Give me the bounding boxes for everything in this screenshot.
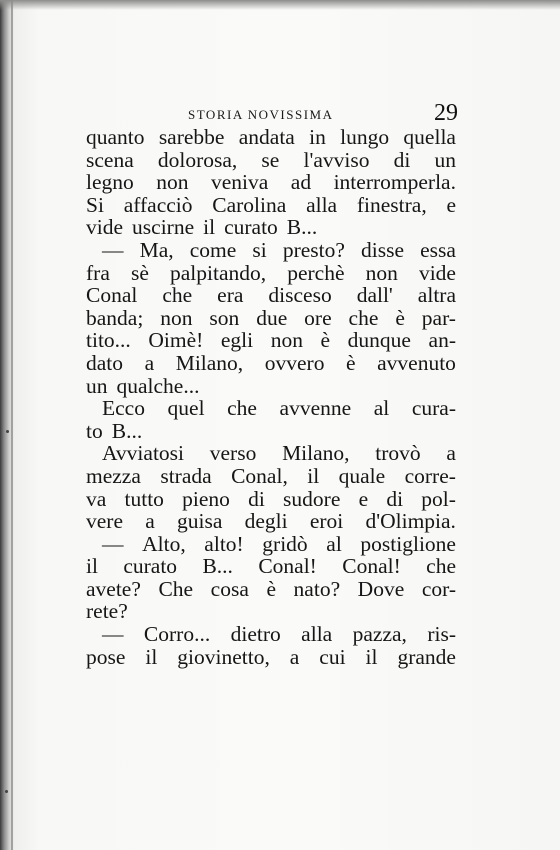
word: rete? [86, 599, 128, 624]
word: avete? [86, 576, 141, 601]
word: legno [86, 170, 134, 195]
top-shadow [0, 0, 560, 10]
text-line [86, 533, 456, 556]
word: disse [361, 237, 405, 262]
word: e [358, 486, 369, 511]
text-line [86, 420, 456, 443]
word: Oimè! [148, 328, 204, 353]
word: lungo [340, 125, 390, 149]
word: se [261, 147, 280, 172]
running-head: STORIA NOVISSIMA [188, 107, 334, 122]
word: d'Olimpia. [365, 509, 456, 534]
word: pieno [182, 486, 230, 511]
text-line [86, 284, 456, 307]
word: Che [158, 576, 194, 601]
word: banda; [86, 305, 144, 330]
word: ovvero [264, 350, 325, 375]
word: come [189, 237, 237, 262]
text-line [86, 646, 456, 669]
word: palpitando, [169, 260, 267, 285]
word: Conal! [258, 554, 317, 579]
word: finestra, [356, 192, 427, 217]
word: altra [417, 283, 456, 308]
word: cosa [210, 576, 249, 601]
word: vide [86, 215, 124, 240]
word: a [289, 644, 300, 669]
word: curato [224, 215, 278, 240]
word: Milano, [175, 350, 244, 375]
word: avvenne [279, 396, 352, 421]
word: scena [86, 147, 134, 172]
word: non [365, 260, 398, 285]
word: sè [130, 260, 149, 285]
body-text [86, 126, 456, 668]
word: pol- [421, 486, 456, 511]
text-line [86, 442, 456, 465]
text-line [86, 578, 456, 601]
word: Corro... [143, 622, 211, 647]
word: cura- [411, 396, 456, 421]
word: strada [160, 463, 212, 488]
text-line [86, 171, 456, 194]
word: l'avviso [303, 147, 370, 172]
word: vide [418, 260, 456, 285]
word: alla [301, 622, 333, 647]
word: che [348, 305, 379, 330]
word: degli [244, 509, 288, 534]
word: che [426, 554, 456, 579]
text-line [86, 375, 456, 398]
word: non [270, 328, 303, 353]
word: è [346, 350, 356, 375]
word: fra [86, 260, 110, 285]
text-line [86, 126, 456, 149]
word: a [145, 509, 155, 534]
text-line [86, 555, 456, 578]
word: tutto [124, 486, 164, 511]
word: Conal, [231, 463, 288, 488]
word: to [86, 418, 103, 443]
text-line [86, 600, 456, 623]
word: B... [286, 215, 318, 240]
page-number: 29 [434, 100, 458, 126]
word: tito... [86, 328, 131, 353]
word: sarebbe [158, 125, 225, 149]
word: al [326, 531, 342, 556]
word: affacciò [123, 192, 193, 217]
word: andata [238, 125, 295, 149]
word: par- [421, 305, 456, 330]
binding-line [11, 0, 13, 850]
word: al [373, 396, 390, 421]
word: un [434, 147, 456, 172]
word: il [86, 554, 98, 579]
word: ris- [427, 622, 456, 647]
word: e [446, 192, 456, 217]
text-line [86, 488, 456, 511]
word: qualche... [116, 373, 200, 398]
word: è [395, 305, 405, 330]
word: — [102, 531, 124, 556]
word: dall' [356, 283, 393, 308]
word: non [156, 170, 189, 195]
word: veniva [211, 170, 269, 195]
word: cor- [421, 576, 456, 601]
word: B... [202, 554, 233, 579]
word: essa [420, 237, 456, 262]
word: eroi [309, 509, 344, 534]
word: di [248, 486, 265, 511]
word: cui [319, 644, 346, 669]
word: guisa [176, 509, 223, 534]
word: Carolina [212, 192, 287, 217]
word: trovò [375, 441, 421, 466]
word: presto? [282, 237, 345, 262]
word: Dove [357, 576, 405, 601]
paper-speck [5, 790, 8, 793]
word: postiglione [360, 531, 456, 556]
word: ad [290, 170, 312, 195]
paper-speck [6, 430, 9, 433]
text-line [86, 149, 456, 172]
word: Milano, [282, 441, 350, 466]
text-line [86, 216, 456, 239]
word: — [102, 237, 124, 262]
word: quale [338, 463, 386, 488]
word: Conal! [342, 554, 401, 579]
word: Alto, [142, 531, 186, 556]
word: alto! [204, 531, 244, 556]
word: quel [167, 396, 205, 421]
word: son [209, 305, 240, 330]
text-line [86, 465, 456, 488]
word: corre- [404, 463, 456, 488]
word: dolorosa, [157, 147, 238, 172]
word: B... [111, 418, 143, 443]
word: verso [209, 441, 257, 466]
word: è [266, 576, 276, 601]
word: non [160, 305, 193, 330]
text-line [86, 510, 456, 533]
text-line [86, 239, 456, 262]
word: dietro [230, 622, 281, 647]
word: di [386, 486, 404, 511]
word: Ecco [102, 396, 145, 421]
text-line [86, 329, 456, 352]
word: in [309, 125, 326, 149]
word: Avviatosi [102, 441, 185, 466]
word: il [145, 644, 158, 669]
word: — [102, 622, 124, 647]
word: sudore [283, 486, 341, 511]
word: di [393, 147, 411, 172]
text-line [86, 397, 456, 420]
text-line [86, 194, 456, 217]
word: va [86, 486, 107, 511]
word: avvenuto [377, 350, 456, 375]
word: mezza [86, 463, 141, 488]
text-line [86, 262, 456, 285]
word: due [256, 305, 288, 330]
word: ore [304, 305, 332, 330]
word: pose [86, 644, 126, 669]
word: egli [220, 328, 254, 353]
word: interromperla. [333, 170, 456, 195]
word: pazza, [352, 622, 407, 647]
word: a [446, 441, 456, 466]
word: alla [306, 192, 338, 217]
word: vere [86, 509, 123, 534]
word: dato [86, 350, 124, 375]
word: disceso [268, 283, 332, 308]
word: a [144, 350, 155, 375]
word: era [217, 283, 244, 308]
text-line [86, 623, 456, 646]
word: si [252, 237, 267, 262]
word: grande [397, 644, 456, 669]
word: quanto [86, 125, 145, 149]
word: è [320, 328, 331, 353]
word: an- [428, 328, 456, 353]
text-line [86, 352, 456, 375]
word: dunque [347, 328, 411, 353]
word: il [307, 463, 320, 488]
word: che [162, 283, 193, 308]
word: Si [86, 192, 104, 217]
word: nato? [293, 576, 341, 601]
word: un [86, 373, 108, 398]
word: il [203, 215, 216, 240]
word: uscirne [132, 215, 195, 240]
word: che [227, 396, 257, 421]
word: quella [403, 125, 456, 149]
word: perchè [287, 260, 345, 285]
word: Ma, [139, 237, 174, 262]
word: Conal [86, 283, 138, 308]
word: gridò [262, 531, 308, 556]
word: giovinetto, [177, 644, 270, 669]
word: il [365, 644, 378, 669]
text-line [86, 307, 456, 330]
word: curato [123, 554, 178, 579]
